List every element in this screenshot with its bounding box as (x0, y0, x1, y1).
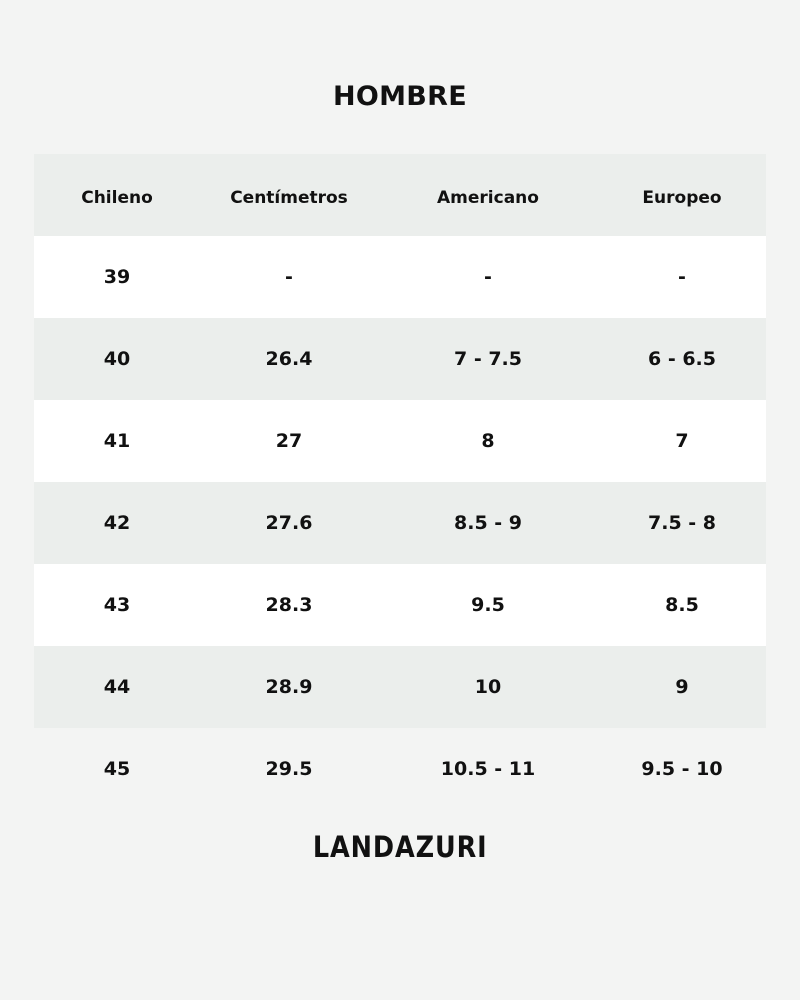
cell-chileno: 44 (103, 676, 131, 698)
cell-americano: 8 (481, 430, 495, 452)
cell-centimetros: 28.9 (265, 676, 313, 698)
brand-wordmark: LANDAZURI (312, 830, 488, 864)
cell-chileno: 45 (103, 758, 131, 780)
cell-europeo: 7.5 - 8 (648, 512, 716, 534)
table-row (34, 646, 766, 728)
table-header-row (34, 154, 766, 236)
column-header-americano: Americano (437, 188, 539, 208)
cell-centimetros: 29.5 (265, 758, 313, 780)
cell-centimetros: 28.3 (265, 594, 313, 616)
cell-centimetros: 27.6 (265, 512, 313, 534)
cell-chileno: 39 (103, 266, 131, 288)
column-header-europeo: Europeo (642, 188, 722, 208)
column-header-centimetros: Centímetros (230, 188, 348, 208)
cell-americano: 10.5 - 11 (440, 758, 536, 780)
cell-americano: 8.5 - 9 (454, 512, 522, 534)
cell-chileno: 42 (103, 512, 131, 534)
table-row (34, 564, 766, 646)
table-row (34, 728, 766, 810)
cell-centimetros: 26.4 (265, 348, 313, 370)
cell-centimetros: 27 (275, 430, 303, 452)
cell-americano: 7 - 7.5 (454, 348, 522, 370)
cell-chileno: 41 (103, 430, 131, 452)
cell-chileno: 40 (103, 348, 131, 370)
cell-americano: 9.5 (471, 594, 505, 616)
cell-americano: - (484, 266, 492, 288)
cell-americano: 10 (474, 676, 502, 698)
table-row (34, 482, 766, 564)
cell-europeo: 7 (675, 430, 689, 452)
cell-europeo: 9.5 - 10 (641, 758, 723, 780)
cell-europeo: 6 - 6.5 (648, 348, 716, 370)
size-chart-table (34, 154, 766, 810)
page-title: HOMBRE (332, 81, 468, 112)
cell-europeo: 8.5 (665, 594, 699, 616)
table-row (34, 236, 766, 318)
brand-logo (0, 827, 800, 867)
cell-europeo: - (678, 266, 686, 288)
column-header-chileno: Chileno (81, 188, 153, 208)
table-row (34, 318, 766, 400)
cell-centimetros: - (285, 266, 293, 288)
table-row (34, 400, 766, 482)
cell-europeo: 9 (675, 676, 689, 698)
cell-chileno: 43 (103, 594, 131, 616)
